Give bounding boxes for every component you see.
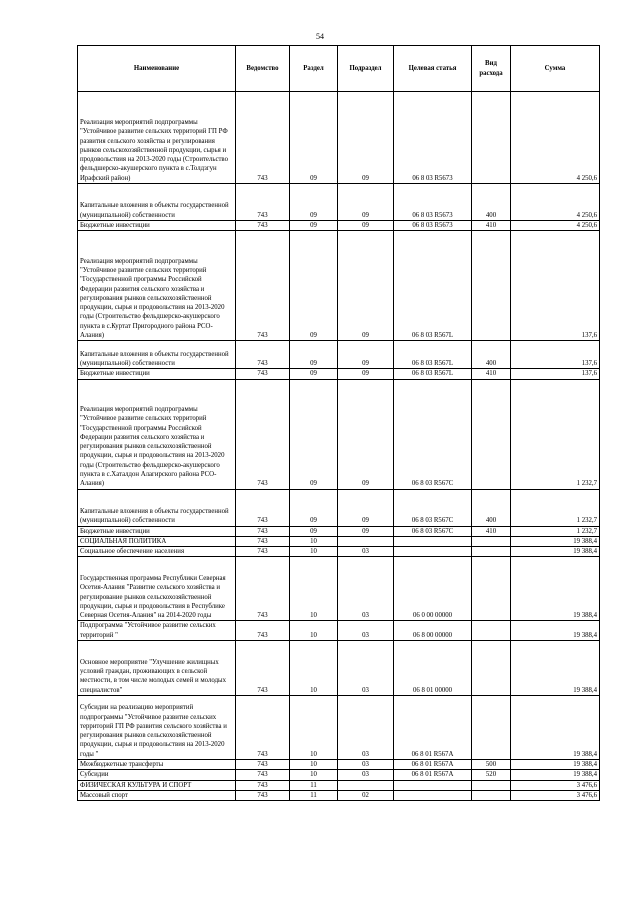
table-row	[78, 547, 600, 557]
cell-razdel: 11	[290, 790, 338, 800]
cell-vr	[472, 92, 511, 184]
table-row	[78, 379, 600, 489]
cell-ved: 743	[236, 341, 290, 369]
cell-ved: 743	[236, 547, 290, 557]
cell-sum: 137,6	[511, 341, 600, 369]
cell-podrazdel: 09	[338, 231, 394, 341]
cell-name: Реализация мероприятий подпрограммы "Устойчивое развитие сельских территорий ГП РФ развития сельского хозяйства и регулирования рынков сельскохозяйственной продукции, сырья и продовольствия на 2013-2020 годы (Строительство фельдшерско-акушерского пункта в с.Толдзгун Ирафский район)	[78, 92, 236, 184]
cell-vr: 400	[472, 341, 511, 369]
cell-vr	[472, 536, 511, 546]
cell-razdel: 10	[290, 547, 338, 557]
header-sum: Сумма	[511, 46, 600, 92]
cell-sum: 19 388,4	[511, 770, 600, 780]
cell-vr: 520	[472, 770, 511, 780]
cell-sum: 137,6	[511, 231, 600, 341]
cell-sum: 19 388,4	[511, 536, 600, 546]
cell-sum: 4 250,6	[511, 221, 600, 231]
cell-vr	[472, 641, 511, 696]
cell-cs: 06 0 00 00000	[394, 557, 472, 621]
table-row	[78, 770, 600, 780]
cell-sum: 19 388,4	[511, 696, 600, 760]
cell-razdel: 09	[290, 184, 338, 221]
cell-podrazdel: 09	[338, 92, 394, 184]
cell-vr: 500	[472, 760, 511, 770]
table-row	[78, 790, 600, 800]
cell-ved: 743	[236, 760, 290, 770]
cell-podrazdel: 09	[338, 221, 394, 231]
cell-name: Бюджетные инвестиции	[78, 221, 236, 231]
cell-podrazdel: 03	[338, 641, 394, 696]
cell-ved: 743	[236, 184, 290, 221]
cell-sum: 19 388,4	[511, 547, 600, 557]
table-row	[78, 184, 600, 221]
table-row	[78, 696, 600, 760]
cell-sum: 3 476,6	[511, 780, 600, 790]
cell-cs: 06 8 03 R5673	[394, 184, 472, 221]
cell-razdel: 10	[290, 536, 338, 546]
page-number: 54	[316, 32, 324, 41]
table-row	[78, 526, 600, 536]
cell-cs: 06 8 03 R567L	[394, 341, 472, 369]
cell-sum: 1 232,7	[511, 379, 600, 489]
table-header-row	[78, 46, 600, 92]
cell-cs	[394, 780, 472, 790]
header-section: Раздел	[290, 46, 338, 92]
cell-razdel: 09	[290, 231, 338, 341]
cell-vr	[472, 231, 511, 341]
cell-sum: 1 232,7	[511, 526, 600, 536]
cell-cs	[394, 547, 472, 557]
cell-podrazdel: 03	[338, 770, 394, 780]
cell-razdel: 10	[290, 696, 338, 760]
cell-ved: 743	[236, 526, 290, 536]
cell-cs: 06 8 00 00000	[394, 621, 472, 641]
cell-vr	[472, 780, 511, 790]
cell-podrazdel: 03	[338, 621, 394, 641]
cell-cs: 06 8 03 R567L	[394, 231, 472, 341]
cell-cs: 06 8 03 R5673	[394, 221, 472, 231]
cell-podrazdel: 09	[338, 526, 394, 536]
cell-name: Субсидии на реализацию мероприятий подпрограммы "Устойчивое развитие сельских территорий ГП РФ развития сельского хозяйства и регулирования рынков сельскохозяйственной продукции, сырья и продовольствия на 2013-2020 годы "	[78, 696, 236, 760]
table-row	[78, 760, 600, 770]
header-target-article: Целевая статья	[394, 46, 472, 92]
cell-cs	[394, 790, 472, 800]
cell-razdel: 09	[290, 369, 338, 379]
cell-ved: 743	[236, 696, 290, 760]
cell-podrazdel: 03	[338, 696, 394, 760]
cell-podrazdel: 09	[338, 369, 394, 379]
cell-podrazdel: 09	[338, 184, 394, 221]
header-name: Наименование	[78, 46, 236, 92]
cell-cs: 06 8 03 R5673	[394, 92, 472, 184]
cell-podrazdel: 02	[338, 790, 394, 800]
cell-name: Реализация мероприятий подпрограммы "Устойчивое развитие сельских территорий "Государственной программы Российской Федерации развития сельского хозяйства и регулирования рынков сельскохозяйственной продукции, сырья и продовольствия на 2013-2020 годы (Строительство фельдшерско-акушерского пункта в с.Хаталдон Алагирского района РСО-Алания)	[78, 379, 236, 489]
cell-razdel: 11	[290, 780, 338, 790]
cell-name: ФИЗИЧЕСКАЯ КУЛЬТУРА И СПОРТ	[78, 780, 236, 790]
cell-vr: 410	[472, 369, 511, 379]
cell-vr: 410	[472, 221, 511, 231]
cell-sum: 19 388,4	[511, 557, 600, 621]
cell-name: Основное мероприятие "Улучшение жилищных условий граждан, проживающих в сельской местности, в том числе молодых семей и молодых специалистов"	[78, 641, 236, 696]
cell-cs: 06 8 01 R567A	[394, 760, 472, 770]
cell-podrazdel: 03	[338, 557, 394, 621]
cell-cs: 06 8 03 R567C	[394, 526, 472, 536]
header-expense-type: Вид расхода	[472, 46, 511, 92]
cell-cs: 06 8 03 R567C	[394, 489, 472, 526]
cell-name: Капитальные вложения в объекты государственной (муниципальной) собственности	[78, 341, 236, 369]
cell-sum: 19 388,4	[511, 641, 600, 696]
cell-ved: 743	[236, 92, 290, 184]
cell-ved: 743	[236, 231, 290, 341]
header-subsection: Подраздел	[338, 46, 394, 92]
cell-razdel: 10	[290, 770, 338, 780]
cell-podrazdel: 09	[338, 489, 394, 526]
table-row	[78, 621, 600, 641]
cell-vr: 400	[472, 184, 511, 221]
cell-podrazdel: 03	[338, 547, 394, 557]
header-department: Ведомство	[236, 46, 290, 92]
cell-vr: 410	[472, 526, 511, 536]
cell-ved: 743	[236, 221, 290, 231]
budget-table	[77, 45, 600, 801]
table-row	[78, 369, 600, 379]
cell-ved: 743	[236, 369, 290, 379]
cell-razdel: 09	[290, 526, 338, 536]
cell-vr: 400	[472, 489, 511, 526]
cell-name: Государственная программа Республики Северная Осетия-Алания "Развитие сельского хозяйства и регулирование рынков сельскохозяйственной продукции, сырья и продовольствия в Республике Северная Осетия-Алания" на 2014-2020 годы	[78, 557, 236, 621]
cell-name: Субсидии	[78, 770, 236, 780]
cell-ved: 743	[236, 379, 290, 489]
cell-cs: 06 8 01 R567A	[394, 696, 472, 760]
cell-razdel: 10	[290, 760, 338, 770]
cell-podrazdel	[338, 536, 394, 546]
cell-cs: 06 8 01 00000	[394, 641, 472, 696]
cell-name: Бюджетные инвестиции	[78, 369, 236, 379]
cell-razdel: 09	[290, 379, 338, 489]
cell-ved: 743	[236, 641, 290, 696]
cell-name: Бюджетные инвестиции	[78, 526, 236, 536]
cell-name: СОЦИАЛЬНАЯ ПОЛИТИКА	[78, 536, 236, 546]
table-row	[78, 489, 600, 526]
cell-name: Подпрограмма "Устойчивое развитие сельских территорий "	[78, 621, 236, 641]
cell-vr	[472, 557, 511, 621]
cell-cs: 06 8 03 R567C	[394, 379, 472, 489]
table-row	[78, 341, 600, 369]
cell-name: Капитальные вложения в объекты государственной (муниципальной) собственности	[78, 184, 236, 221]
cell-ved: 743	[236, 536, 290, 546]
cell-cs	[394, 536, 472, 546]
cell-razdel: 09	[290, 221, 338, 231]
cell-vr	[472, 696, 511, 760]
cell-name: Реализация мероприятий подпрограммы "Устойчивое развитие сельских территорий "Государственной программы Российской Федерации развития сельского хозяйства и регулирования рынков сельскохозяйственной продукции, сырья и продовольствия на 2013-2020 годы (Строительство фельдшерско-акушерского пункта в с.Куртат Пригородного района РСО-Алания)	[78, 231, 236, 341]
cell-sum: 1 232,7	[511, 489, 600, 526]
cell-razdel: 09	[290, 92, 338, 184]
cell-podrazdel	[338, 780, 394, 790]
cell-name: Капитальные вложения в объекты государственной (муниципальной) собственности	[78, 489, 236, 526]
cell-podrazdel: 09	[338, 379, 394, 489]
cell-sum: 137,6	[511, 369, 600, 379]
table-row	[78, 536, 600, 546]
cell-name: Социальное обеспечение населения	[78, 547, 236, 557]
cell-razdel: 09	[290, 489, 338, 526]
cell-ved: 743	[236, 489, 290, 526]
cell-razdel: 10	[290, 557, 338, 621]
cell-sum: 4 250,6	[511, 184, 600, 221]
cell-sum: 3 476,6	[511, 790, 600, 800]
cell-vr	[472, 547, 511, 557]
cell-ved: 743	[236, 780, 290, 790]
cell-name: Массовый спорт	[78, 790, 236, 800]
table-row	[78, 557, 600, 621]
table-row	[78, 780, 600, 790]
cell-name: Межбюджетные трансферты	[78, 760, 236, 770]
cell-vr	[472, 379, 511, 489]
cell-razdel: 10	[290, 641, 338, 696]
cell-razdel: 09	[290, 341, 338, 369]
table-row	[78, 221, 600, 231]
table-row	[78, 92, 600, 184]
cell-vr	[472, 621, 511, 641]
cell-vr	[472, 790, 511, 800]
cell-sum: 19 388,4	[511, 760, 600, 770]
cell-ved: 743	[236, 621, 290, 641]
cell-razdel: 10	[290, 621, 338, 641]
cell-sum: 19 388,4	[511, 621, 600, 641]
cell-ved: 743	[236, 770, 290, 780]
table-row	[78, 231, 600, 341]
cell-ved: 743	[236, 557, 290, 621]
cell-podrazdel: 09	[338, 341, 394, 369]
cell-sum: 4 250,6	[511, 92, 600, 184]
cell-cs: 06 8 03 R567L	[394, 369, 472, 379]
cell-cs: 06 8 01 R567A	[394, 770, 472, 780]
table-row	[78, 641, 600, 696]
cell-podrazdel: 03	[338, 760, 394, 770]
cell-ved: 743	[236, 790, 290, 800]
